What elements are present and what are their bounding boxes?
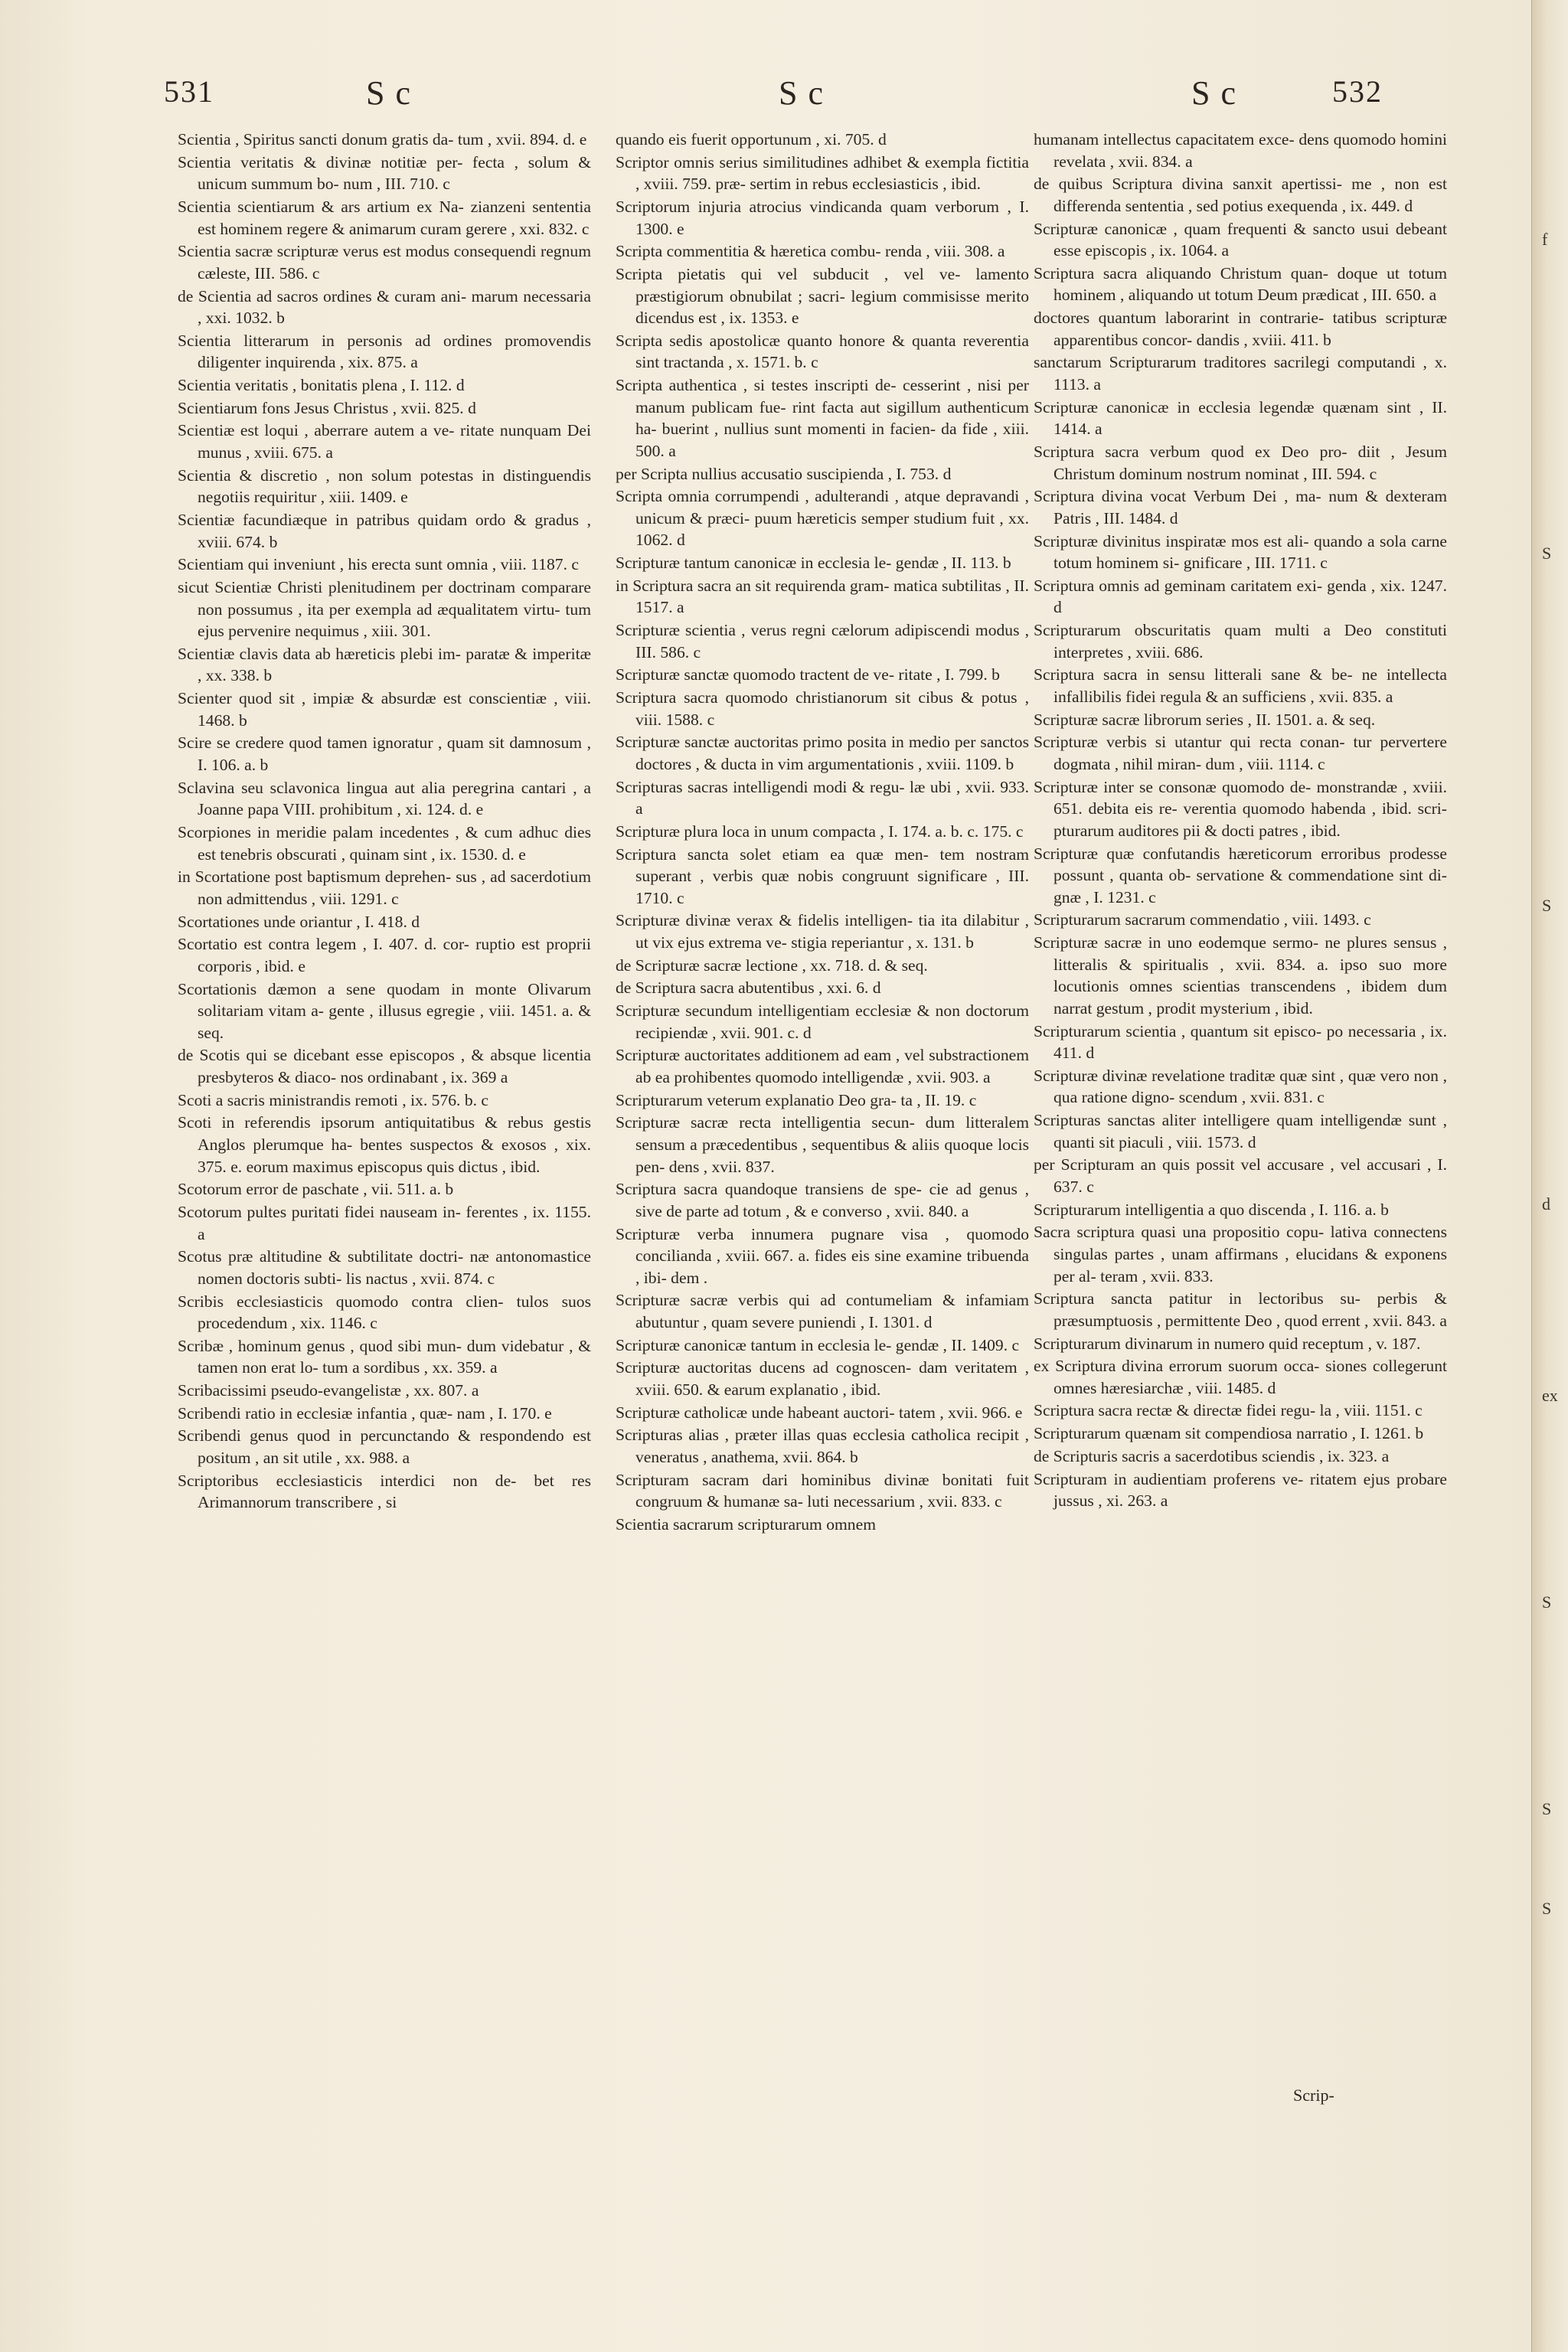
index-entry: Scotus præ altitudine & subtilitate doctri- næ antonomastice nomen doctoris subti- lis nactus , xvii. 874. c: [178, 1247, 591, 1288]
margin-fragment: d: [1542, 1194, 1550, 1214]
index-entry: Scripturarum scientia , quantum sit episco- po necessaria , ix. 411. d: [1034, 1021, 1447, 1063]
index-entry: Scienter quod sit , impiæ & absurdæ est conscientiæ , viii. 1468. b: [178, 689, 591, 730]
index-entry: Scripturæ inter se consonæ quomodo de- monstrandæ , xviii. 651. debita eis re- verentia quomodo habenda , ibid. scri- pturarum auditores pii & docti patres , ibid.: [1034, 777, 1447, 840]
index-entry: Scripturæ sacræ librorum series , II. 1501. a. & seq.: [1034, 710, 1376, 729]
index-entry: Scripturam in audientiam proferens ve- ritatem ejus probare jussus , xi. 263. a: [1034, 1469, 1447, 1511]
index-entry: per Scripta nullius accusatio suscipienda , I. 753. d: [616, 464, 952, 483]
index-entry: Scientia veritatis , bonitatis plena , I. 112. d: [178, 376, 465, 395]
index-entry: de Scotis qui se dicebant esse episcopos , & absque licentia presbyteros & diaco- nos ordinabant , ix. 369 a: [178, 1046, 591, 1086]
index-entry: Scripturæ verba innumera pugnare visa , quomodo concilianda , xviii. 667. a. fides eis sine examine tribuenda , ibi- dem .: [616, 1224, 1029, 1287]
index-entry: Scriptura sancta solet etiam ea quæ men- tem nostram superant , verbis quæ nobis congruunt significare , III. 1710. c: [616, 844, 1029, 907]
index-entry: Scientia , Spiritus sancti donum gratis da- tum , xvii. 894. d. e: [178, 130, 587, 149]
index-entry: Scripturas sanctas aliter intelligere quam intelligendæ sunt , quanti sit piaculi , viii. 1573. d: [1034, 1111, 1447, 1152]
index-entry: sanctarum Scripturarum traditores sacrilegi computandi , x. 1113. a: [1034, 353, 1447, 394]
index-entry: de Scientia ad sacros ordines & curam ani- marum necessaria , xxi. 1032. b: [178, 286, 591, 328]
index-entry: Scriptura sacra verbum quod ex Deo pro- diit , Jesum Christum dominum nostrum nominat , III. 594. c: [1034, 442, 1447, 483]
index-entry: Scripturæ canonicæ tantum in ecclesia le- gendæ , II. 1409. c: [616, 1335, 1020, 1354]
index-entry: Scripturarum sacrarum commendatio , viii. 1493. c: [1034, 910, 1371, 929]
index-entry: Scripturarum veterum explanatio Deo gra- ta , II. 19. c: [616, 1090, 977, 1109]
index-entry: Scripta sedis apostolicæ quanto honore & quanta reverentia sint tractanda , x. 1571. b. c: [616, 331, 1029, 372]
index-entry: de Scripturis sacris a sacerdotibus sciendis , ix. 323. a: [1034, 1446, 1390, 1465]
running-head-left: Sc: [366, 74, 421, 112]
index-entry: Scripturæ divinitus inspiratæ mos est ali- quando a sola carne totum hominem si- gnificare , III. 1711. c: [1034, 531, 1447, 573]
index-entry: Scripturæ quæ confutandis hæreticorum erroribus prodesse possunt , quanta ob- servatione & commendatione sint di- gnæ , I. 1231. c: [1034, 844, 1447, 906]
index-entry: Scripturas sacras intelligendi modi & regu- læ ubi , xvii. 933. a: [616, 777, 1029, 818]
index-entry: Scribis ecclesiasticis quomodo contra clien- tulos suos procedendum , xix. 1146. c: [178, 1292, 591, 1333]
index-entry: Scripturarum divinarum in numero quid receptum , v. 187.: [1034, 1334, 1421, 1353]
index-entry: Scriptura sacra in sensu litterali sane & be- ne intellecta infallibilis fidei regula & an sufficiens , xvii. 835. a: [1034, 665, 1447, 706]
margin-fragment: f: [1542, 230, 1548, 249]
index-entry: Scientia litterarum in personis ad ordines promovendis diligenter inquirenda , xix. 875. a: [178, 331, 591, 372]
index-entry: Scripturarum intelligentia a quo discenda , I. 116. a. b: [1034, 1200, 1389, 1219]
index-entry: Scriptoribus ecclesiasticis interdici non de- bet res Arimannorum transcribere , si: [178, 1471, 591, 1512]
index-entry: Scientia sacrarum scripturarum omnem: [616, 1514, 876, 1534]
index-entry: Scientia & discretio , non solum potestas in distinguendis negotiis requiritur , xiii. 1409. e: [178, 466, 591, 507]
index-entry: Scribendi ratio in ecclesiæ infantia , quæ- nam , I. 170. e: [178, 1403, 552, 1423]
index-entry: Scriptura omnis ad geminam caritatem exi- genda , xix. 1247. d: [1034, 576, 1447, 617]
index-entry: in Scortatione post baptismum deprehen- sus , ad sacerdotium non admittendus , viii. 1291. c: [178, 867, 591, 908]
margin-fragment: S: [1542, 1592, 1552, 1612]
index-entry: quando eis fuerit opportunum , xi. 705. d: [616, 130, 887, 149]
index-entry: Scripturæ canonicæ in ecclesia legendæ quænam sint , II. 1414. a: [1034, 397, 1447, 439]
index-entry: Scripturæ divinæ verax & fidelis intelligen- tia ita dilabitur , ut vix ejus extrema ve- stigia reperiantur , x. 131. b: [616, 911, 1029, 952]
index-entry: Scientia sacræ scripturæ verus est modus consequendi regnum cæleste, III. 586. c: [178, 242, 591, 283]
index-entry: Scientia scientiarum & ars artium ex Na- zianzeni sententia est hominem regere & animarum curam gerere , xxi. 832. c: [178, 197, 591, 238]
index-entry: Scriptura sacra rectæ & directæ fidei regu- la , viii. 1151. c: [1034, 1401, 1423, 1420]
index-entry: Scripturæ sanctæ quomodo tractent de ve- ritate , I. 799. b: [616, 665, 1000, 684]
index-entry: Scripturæ sacræ in uno eodemque sermo- ne plures sensus , litteralis & spiritualis , xvii. 834. a. ipso suo more locutionis omnes scientias transcendens , ibidem dum narrat gestum , prodit mysterium , ibid.: [1034, 933, 1447, 1018]
index-entry: Scripturæ verbis si utantur qui recta conan- tur pervertere dogmata , nihil miran- dum , viii. 1114. c: [1034, 733, 1447, 773]
index-entry: Scripturarum obscuritatis quam multi a Deo constituti interpretes , xviii. 686.: [1034, 621, 1447, 662]
index-entry: Scoti in referendis ipsorum antiquitatibus & rebus gestis Anglos plerumque ha- bentes suspectos & exosos , xix. 375. e. eorum maximus episcopus quis dictus , ibid.: [178, 1113, 591, 1176]
index-entry: Scoti a sacris ministrandis remoti , ix. 576. b. c: [178, 1090, 489, 1109]
index-entry: Scientiarum fons Jesus Christus , xvii. 825. d: [178, 398, 476, 417]
index-entry: de Scriptura sacra abutentibus , xxi. 6. d: [616, 978, 881, 998]
index-entry: Scripturæ tantum canonicæ in ecclesia le- gendæ , II. 113. b: [616, 554, 1011, 573]
index-entry: Scriptura sacra quandoque transiens de spe- cie ad genus , sive de parte ad totum , & e converso , xvii. 840. a: [616, 1180, 1029, 1220]
right-page-number: 532: [1332, 74, 1383, 109]
margin-fragment: S: [1542, 896, 1552, 915]
left-page-number: 531: [164, 74, 214, 109]
index-entry: Scotorum error de paschate , vii. 511. a. b: [178, 1180, 454, 1199]
index-entry: Scire se credere quod tamen ignoratur , quam sit damnosum , I. 106. a. b: [178, 733, 591, 775]
index-column-2: [616, 129, 1029, 1537]
index-entry: Scortatio est contra legem , I. 407. d. cor- ruptio est proprii corporis , ibid. e: [178, 935, 591, 975]
index-entry: sicut Scientiæ Christi plenitudinem per doctrinam comparare non possumus , ita per exempla ad æqualitatem virtu- tum ejus pervenire nequimus , xiii. 301.: [178, 578, 591, 641]
margin-fragment: S: [1542, 544, 1552, 563]
index-entry: Scribendi genus quod in percunctando & respondendo est positum , an sit utile , xx. 988. a: [178, 1426, 591, 1468]
index-entry: Scortationis dæmon a sene quodam in monte Olivarum solitariam vitam a- gente , illusus egregie , viii. 1451. a. & seq.: [178, 979, 591, 1042]
margin-fragment: S: [1542, 1799, 1552, 1818]
margin-fragment: ex: [1542, 1386, 1558, 1405]
index-entry: per Scripturam an quis possit vel accusare , vel accusari , I. 637. c: [1034, 1155, 1447, 1196]
index-entry: in Scriptura sacra an sit requirenda gram- matica subtilitas , II. 1517. a: [616, 576, 1029, 617]
index-entry: Scripturam sacram dari hominibus divinæ bonitati fuit congruum & humanæ sa- luti necessarium , xvii. 833. c: [616, 1470, 1029, 1511]
index-entry: Scripturarum quænam sit compendiosa narratio , I. 1261. b: [1034, 1424, 1424, 1443]
index-entry: Scientia veritatis & divinæ notitiæ per- fecta , solum & unicum summum bo- num , III. 710. c: [178, 152, 591, 194]
index-entry: Scriptura sancta patitur in lectoribus su- perbis & præsumptuosis , permittente Deo , quod errent , xvii. 843. a: [1034, 1289, 1447, 1330]
index-entry: doctores quantum laborarint in contrarie- tatibus scripturæ apparentibus concor- dandis , xviii. 411. b: [1034, 309, 1447, 349]
index-entry: Scripturæ auctoritas ducens ad cognoscen- dam veritatem , xviii. 650. & earum explanatio , ibid.: [616, 1358, 1029, 1399]
index-entry: Scripturæ auctoritates additionem ad eam , vel substractionem ab ea prohibentes quomodo intelligendæ , xvii. 903. a: [616, 1046, 1029, 1086]
index-entry: Scribacissimi pseudo-evangelistæ , xx. 807. a: [178, 1381, 479, 1400]
index-entry: Scriptorum injuria atrocius vindicanda quam verborum , I. 1300. e: [616, 197, 1029, 238]
facing-page-edge: [1531, 0, 1568, 2352]
index-entry: Scripta commentitia & hæretica combu- renda , viii. 308. a: [616, 242, 1005, 261]
index-entry: Scientiam qui inveniunt , his erecta sunt omnia , viii. 1187. c: [178, 555, 579, 574]
index-entry: Scripturæ sacræ recta intelligentia secun- dum litteralem sensum a præcedentibus , sequentibus & aliis quoque locis pen- dens , xvii. 837.: [616, 1113, 1029, 1176]
index-entry: Scriptor omnis serius similitudines adhibet & exempla fictitia , xviii. 759. præ- sertim in rebus ecclesiasticis , ibid.: [616, 152, 1029, 194]
index-entry: ex Scriptura divina errorum suorum occa- siones collegerunt omnes hæresiarchæ , viii. 1485. d: [1034, 1357, 1447, 1397]
index-entry: de Scripturæ sacræ lectione , xx. 718. d. & seq.: [616, 956, 928, 975]
index-entry: Scripturæ divinæ revelatione traditæ quæ sint , quæ vero non , qua ratione digno- scendum , xvii. 831. c: [1034, 1066, 1447, 1107]
index-entry: Scripta pietatis qui vel subducit , vel ve- lamento præstigiorum obnubilat ; sacri- legium commisisse merito dicendus est , ix. 1353. e: [616, 264, 1029, 328]
margin-fragment: S: [1542, 1899, 1552, 1918]
index-entry: Scripturæ secundum intelligentiam ecclesiæ & non doctorum recipiendæ , xvii. 901. c. d: [616, 1001, 1029, 1042]
index-entry: humanam intellectus capacitatem exce- dens quomodo homini revelata , xvii. 834. a: [1034, 130, 1447, 171]
index-entry: Scientiæ est loqui , aberrare autem a ve- ritate nunquam Dei munus , xviii. 675. a: [178, 421, 591, 462]
index-entry: Scientiæ clavis data ab hæreticis plebi im- paratæ & imperitæ , xx. 338. b: [178, 644, 591, 685]
index-entry: Scripta authentica , si testes inscripti de- cesserint , nisi per manum publicam fue- rint facta aut sigillum authenticum ha- buerint , nullius sunt momenti in facien- da fide , xiii. 500. a: [616, 376, 1029, 460]
index-entry: Scripturæ plura loca in unum compacta , I. 174. a. b. c. 175. c: [616, 822, 1024, 841]
index-column-1: [178, 129, 591, 1514]
index-entry: Sclavina seu sclavonica lingua aut alia peregrina cantari , a Joanne papa VIII. prohibitum , xi. 124. d. e: [178, 778, 591, 819]
index-entry: Scotorum pultes puritati fidei nauseam in- ferentes , ix. 1155. a: [178, 1202, 591, 1243]
index-entry: Scripturæ sacræ verbis qui ad contumeliam & infamiam abutuntur , quam severe puniendi , I. 1301. d: [616, 1291, 1029, 1331]
index-entry: Scriptura sacra aliquando Christum quan- doque ut totum hominem , aliquando ut totum Deum prædicat , III. 650. a: [1034, 263, 1447, 305]
index-entry: Scribæ , hominum genus , quod sibi mun- dum videbatur , & tamen non erat lo- tum a sordibus , xx. 359. a: [178, 1336, 591, 1377]
index-column-3: [1034, 129, 1447, 1513]
index-entry: Scortationes unde oriantur , I. 418. d: [178, 912, 420, 931]
index-entry: Scripturæ canonicæ , quam frequenti & sancto usui debeant esse episcopis , ix. 1064. a: [1034, 219, 1447, 260]
index-entry: de quibus Scriptura divina sanxit apertissi- me , non est differenda sententia , sed potius exequenda , ix. 449. d: [1034, 175, 1447, 215]
index-entry: Scripturæ catholicæ unde habeant auctori- tatem , xvii. 966. e: [616, 1403, 1023, 1422]
catchword: Scrip-: [1293, 2086, 1334, 2105]
index-entry: Scriptura sacra quomodo christianorum sit cibus & potus , viii. 1588. c: [616, 688, 1029, 729]
running-head-center: Sc: [779, 74, 834, 112]
index-entry: Scientiæ facundiæque in patribus quidam ordo & gradus , xviii. 674. b: [178, 511, 591, 551]
running-head-right: Sc: [1191, 74, 1246, 112]
index-entry: Scorpiones in meridie palam incedentes , & cum adhuc dies est tenebris obscurati , quinam sint , ix. 1530. d. e: [178, 823, 591, 864]
index-entry: Scripta omnia corrumpendi , adulterandi , atque depravandi , unicum & præci- puum hæreticis semper studium fuit , xx. 1062. d: [616, 487, 1029, 550]
index-entry: Scripturæ scientia , verus regni cælorum adipiscendi modus , III. 586. c: [616, 621, 1029, 662]
index-entry: Scriptura divina vocat Verbum Dei , ma- num & dexteram Patris , III. 1484. d: [1034, 487, 1447, 528]
index-entry: Scripturæ sanctæ auctoritas primo posita in medio per sanctos doctores , & ducta in vim argumentationis , xviii. 1109. b: [616, 733, 1029, 773]
index-entry: Sacra scriptura quasi una propositio copu- lativa connectens singulas partes , unam affirmans , elucidans & exponens per al- teram , xvii. 833.: [1034, 1223, 1447, 1285]
index-entry: Scripturas alias , præter illas quas ecclesia catholica recipit , veneratus , anathema, xvii. 864. b: [616, 1426, 1029, 1466]
